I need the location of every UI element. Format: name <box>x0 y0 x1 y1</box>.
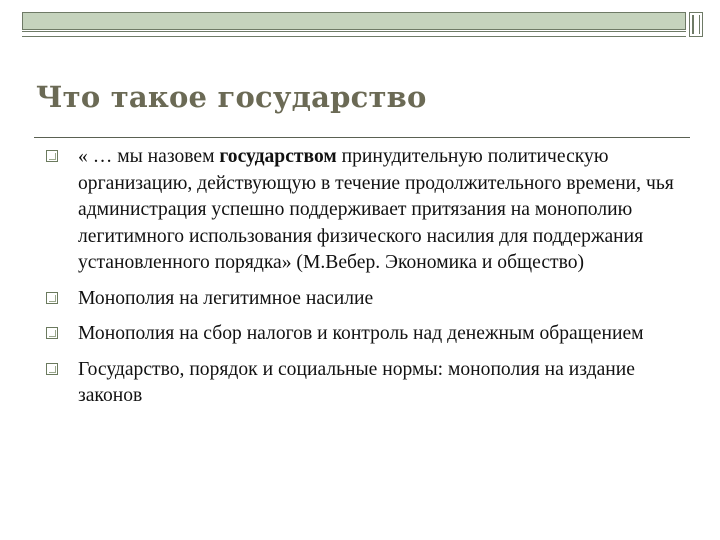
bullet-item-definition <box>46 144 686 277</box>
bullet-list <box>46 144 686 419</box>
square-bullet-icon <box>46 327 58 339</box>
slide-title: Что такое государство <box>36 80 427 114</box>
bullet-item-violence <box>46 286 686 313</box>
definition-rest: принудительную политическую организацию, действующую в течение продолжительного времени, чья администрация успешно поддерживает притязания на монополию легитимного использования физического насилия для поддержания установленного порядка» (М.Вебер. Экономика и общество) <box>78 146 674 273</box>
corner-decoration-inner <box>692 15 700 34</box>
bullet-text: Государство, порядок и социальные нормы: монополия на издание законов <box>78 358 635 406</box>
corner-decoration <box>689 12 703 37</box>
bullet-text: Монополия на легитимное насилие <box>78 287 374 309</box>
bullet-item-taxes <box>46 321 686 348</box>
definition-prefix: « … мы назовем <box>78 146 220 167</box>
header-accent-band <box>22 12 686 30</box>
square-bullet-icon <box>46 292 58 304</box>
square-bullet-icon <box>46 150 58 162</box>
title-divider <box>34 137 690 138</box>
bullet-item-laws <box>46 357 686 410</box>
definition-emphasis: государством <box>219 146 337 167</box>
square-bullet-icon <box>46 363 58 375</box>
header-accent-line <box>22 31 686 37</box>
bullet-text: Монополия на сбор налогов и контроль над денежным обращением <box>78 323 644 344</box>
